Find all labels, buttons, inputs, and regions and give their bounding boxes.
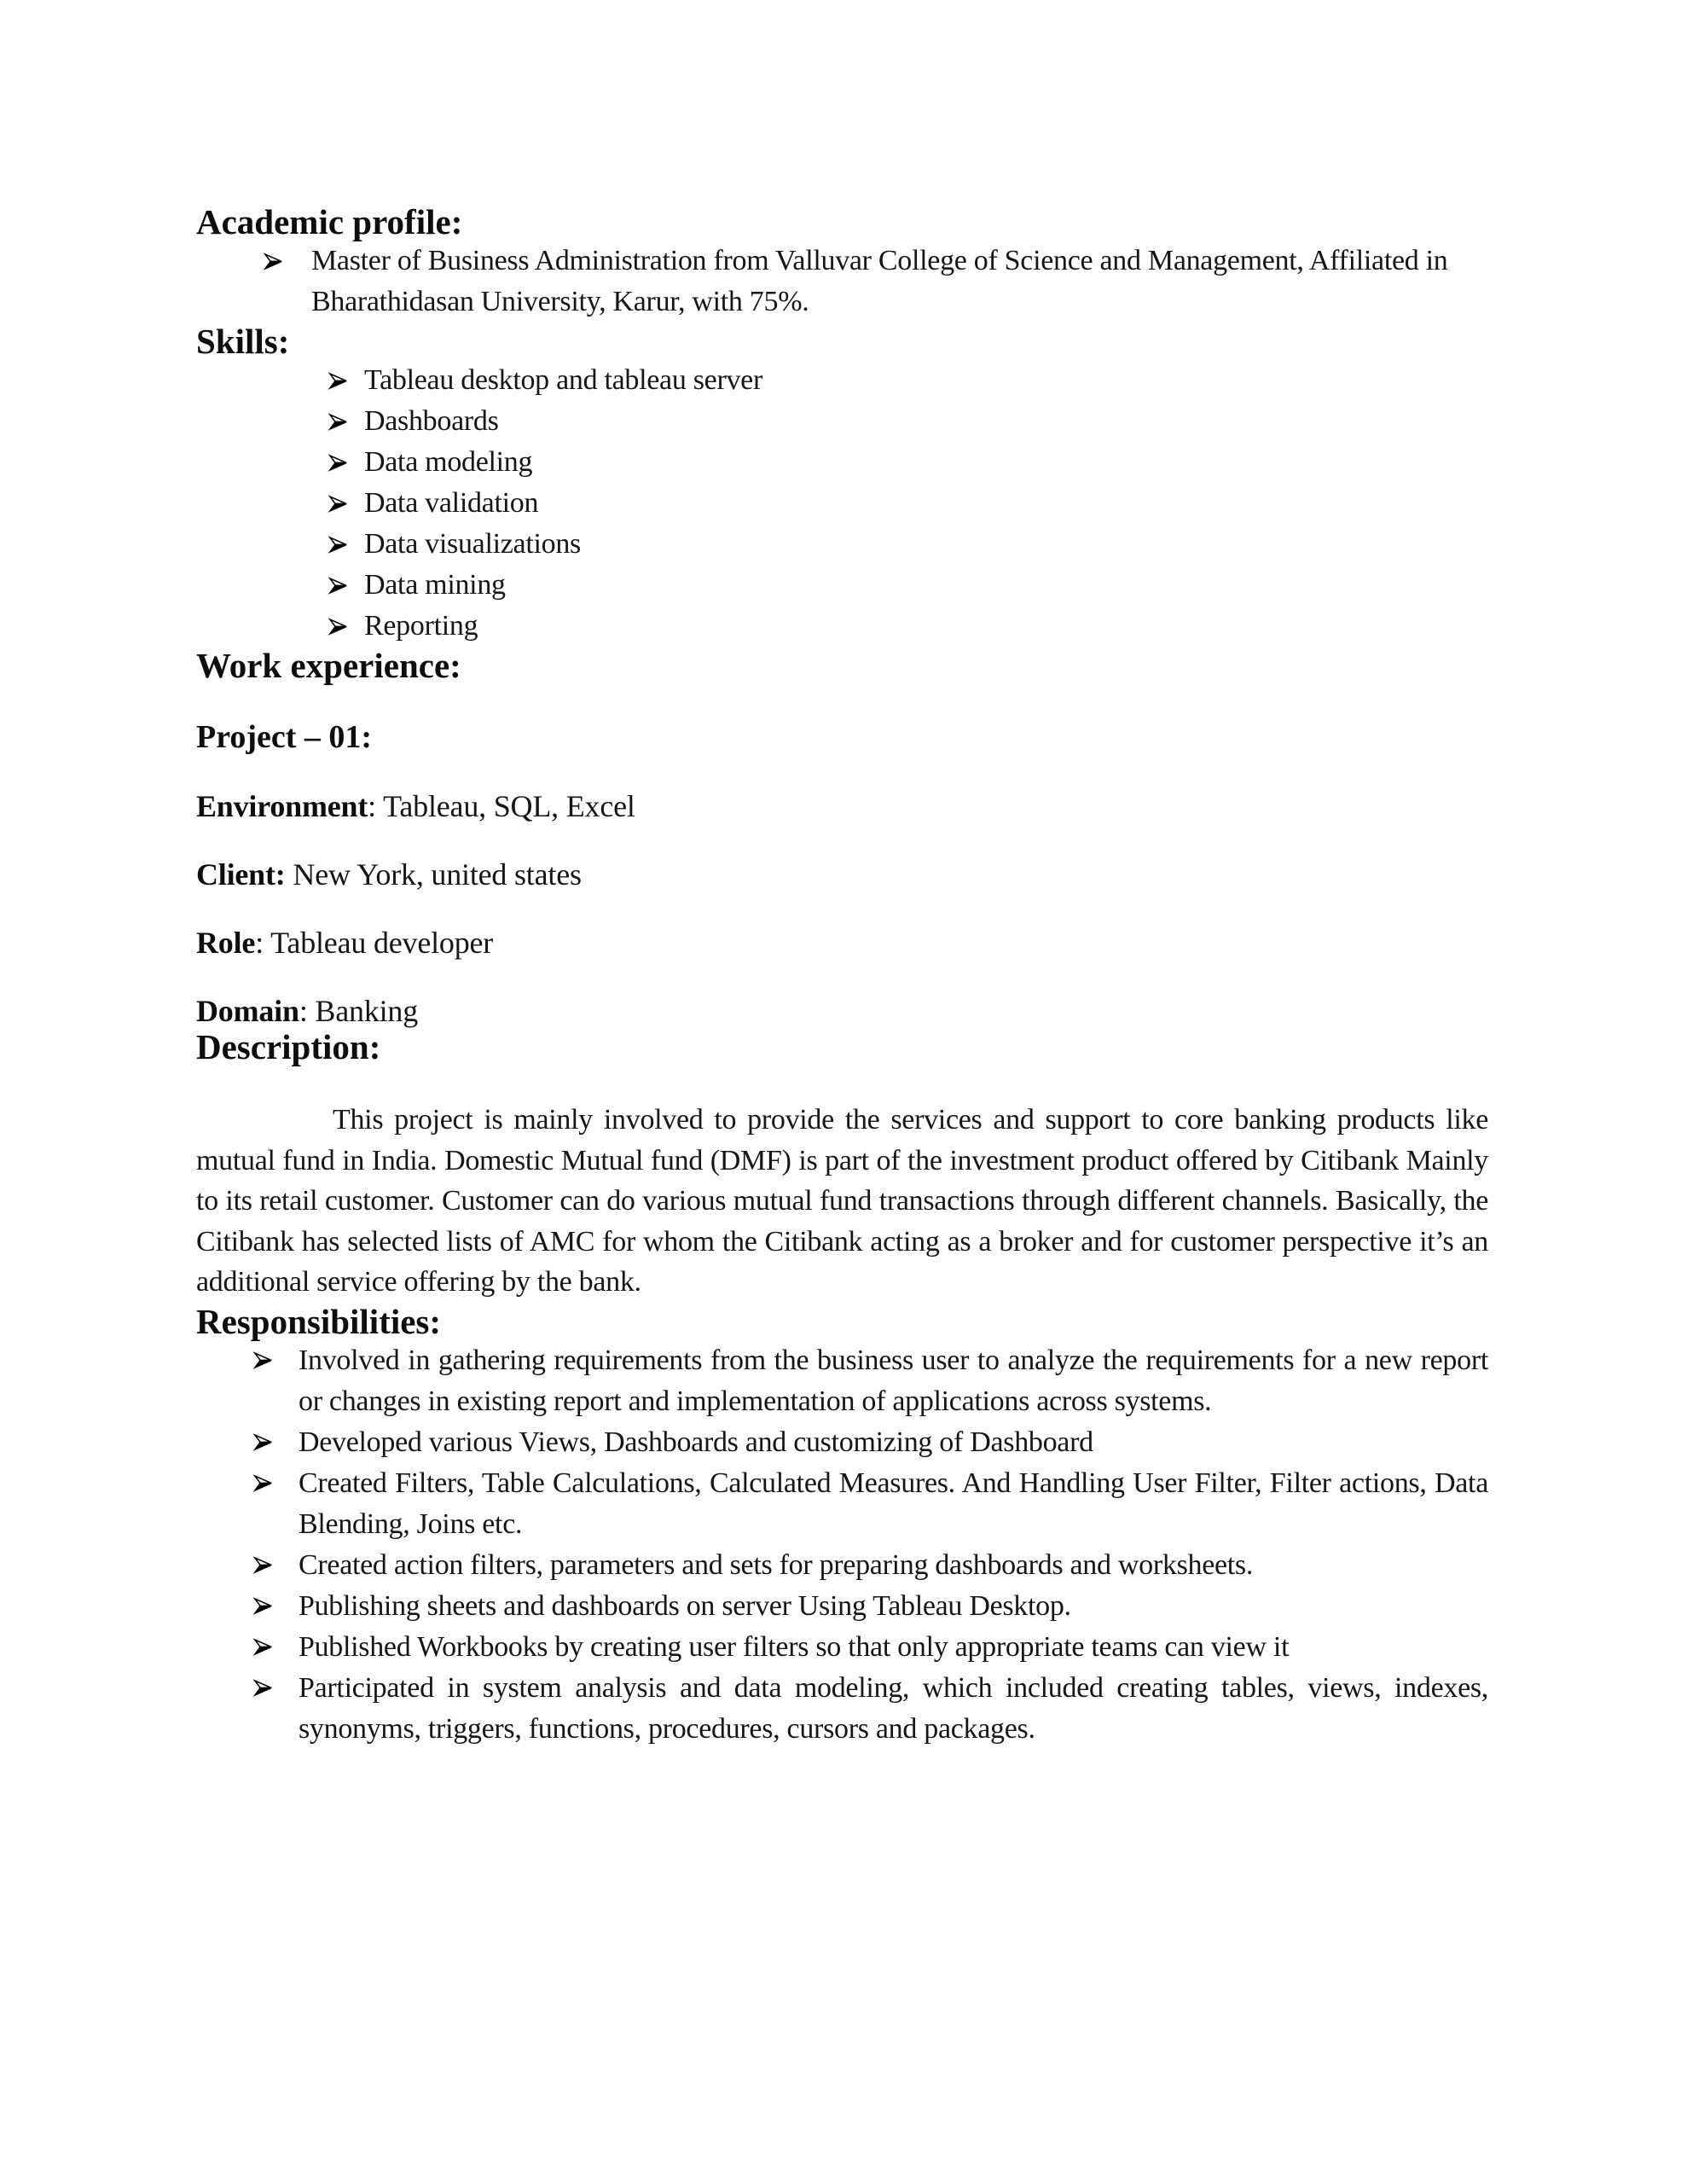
section-heading-responsibilities: Responsibilities: — [196, 1301, 442, 1341]
arrowhead-bullet-icon — [327, 401, 364, 442]
list-item — [196, 565, 1488, 606]
arrowhead-bullet-icon — [327, 524, 364, 565]
list-item — [196, 401, 1488, 442]
list-item — [196, 606, 1488, 647]
arrowhead-bullet-icon — [327, 483, 364, 524]
section-heading-academic-profile: Academic profile: — [196, 202, 463, 241]
list-item-text: Participated in system analysis and data modeling, which included creating tables, views, indexes, synonyms, triggers, functions, procedures, cursors and packages. — [299, 1671, 1488, 1745]
project-property-row — [196, 857, 1488, 892]
list-item — [196, 1668, 1488, 1750]
list-item — [196, 1627, 1488, 1668]
property-label: Client: — [196, 857, 286, 892]
list-item — [196, 1586, 1488, 1627]
project-property-row — [196, 994, 1488, 1028]
project-property-row — [196, 789, 1488, 823]
property-label: Environment — [196, 789, 368, 823]
description-paragraph: This project is mainly involved to provide the services and support to core banking products like mutual fund in India. Domestic Mutual fund (DMF) is part of the investment product offered by Citibank Mainly to its retail customer. Customer can do various mutual fund transactions through different channels. Basically, the Citibank has selected lists of AMC for whom the Citibank acting as a broker and for customer perspective it’s an additional service offering by the bank. — [196, 1104, 1488, 1298]
list-item-text: Tableau desktop and tableau server — [364, 364, 762, 396]
list-item-text: Created Filters, Table Calculations, Calculated Measures. And Handling User Filter, Filter actions, Data Blending, Joins etc. — [299, 1467, 1488, 1540]
project-property-row — [196, 926, 1488, 960]
arrowhead-bullet-icon — [327, 360, 364, 401]
arrowhead-bullet-icon — [252, 1545, 299, 1586]
list-item — [196, 483, 1488, 524]
section-heading-work-experience: Work experience: — [196, 646, 461, 685]
list-item-text: Developed various Views, Dashboards and customizing of Dashboard — [299, 1426, 1093, 1458]
property-label: Domain — [196, 994, 299, 1028]
arrowhead-bullet-icon — [252, 1627, 299, 1668]
list-item — [196, 524, 1488, 565]
property-value: : Banking — [299, 994, 419, 1028]
list-item-text: Dashboards — [364, 405, 499, 437]
list-item-text: Master of Business Administration from Valluvar College of Science and Management, Affiliated in Bharathidasan University, Karur, with 75%. — [311, 245, 1448, 317]
skills-list — [196, 360, 1488, 647]
arrowhead-bullet-icon — [252, 1463, 299, 1504]
list-item-text: Involved in gathering requirements from the business user to analyze the requirements for a new report or changes in existing report and implementation of applications across systems. — [299, 1344, 1488, 1417]
arrowhead-bullet-icon — [327, 565, 364, 606]
list-item-text: Reporting — [364, 610, 478, 642]
list-item — [196, 442, 1488, 483]
list-item — [196, 241, 1488, 322]
list-item-text: Data validation — [364, 487, 539, 519]
list-item-text: Created action filters, parameters and sets for preparing dashboards and worksheets. — [299, 1548, 1254, 1581]
list-item-text: Published Workbooks by creating user filters so that only appropriate teams can view it — [299, 1630, 1290, 1663]
list-item — [196, 360, 1488, 401]
list-item — [196, 1340, 1488, 1422]
property-value: New York, united states — [285, 857, 582, 892]
section-heading-skills: Skills: — [196, 322, 290, 361]
list-item — [196, 1545, 1488, 1586]
responsibilities-list — [196, 1340, 1488, 1750]
property-label: Role — [196, 926, 256, 960]
arrowhead-bullet-icon — [327, 606, 364, 647]
arrowhead-bullet-icon — [252, 1668, 299, 1709]
academic-profile-list — [196, 241, 1488, 322]
section-heading-description: Description: — [196, 1027, 381, 1066]
list-item-text: Data mining — [364, 569, 506, 601]
list-item — [196, 1463, 1488, 1545]
list-item-text: Data visualizations — [364, 528, 581, 560]
project-properties — [196, 789, 1488, 1028]
list-item — [196, 1422, 1488, 1463]
property-value: : Tableau developer — [255, 926, 494, 960]
arrowhead-bullet-icon — [327, 442, 364, 483]
arrowhead-bullet-icon — [252, 1340, 299, 1381]
arrowhead-bullet-icon — [252, 1422, 299, 1463]
project-title: Project – 01: — [196, 719, 373, 755]
list-item-text: Publishing sheets and dashboards on server Using Tableau Desktop. — [299, 1589, 1071, 1622]
arrowhead-bullet-icon — [262, 241, 311, 282]
arrowhead-bullet-icon — [252, 1586, 299, 1627]
list-item-text: Data modeling — [364, 446, 533, 478]
property-value: : Tableau, SQL, Excel — [368, 789, 635, 823]
